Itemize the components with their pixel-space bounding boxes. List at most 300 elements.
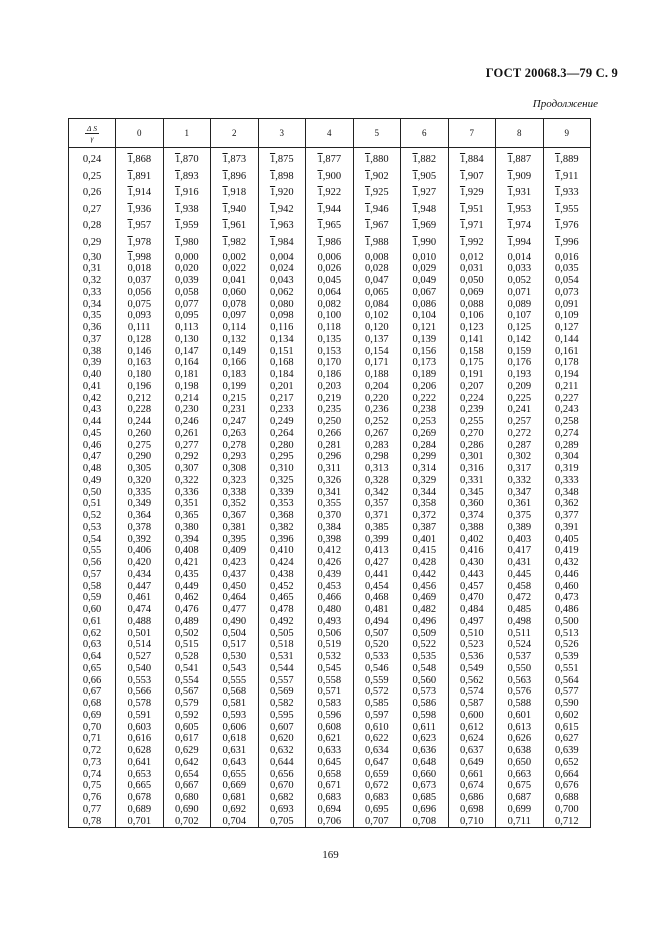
value-cell: 0,292	[163, 451, 211, 463]
value-cell: 0,683	[353, 792, 401, 804]
value-cell: 0,496	[401, 616, 449, 628]
value-cell: 0,375	[496, 510, 544, 522]
value-cell: 1,948	[401, 202, 449, 219]
value-cell: 0,389	[496, 522, 544, 534]
value-cell: 0,360	[448, 498, 496, 510]
value-cell: 0,664	[543, 769, 591, 781]
bar-one: 1	[554, 203, 561, 215]
value-cell: 0,449	[163, 581, 211, 593]
value-cell: 0,348	[543, 487, 591, 499]
value-cell: 0,189	[401, 369, 449, 381]
value-cell: 1,925	[353, 185, 401, 202]
table-row	[69, 792, 591, 804]
value-cell: 0,355	[306, 498, 354, 510]
value-cell: 0,349	[116, 498, 164, 510]
row-key-cell: 0,28	[69, 218, 116, 235]
value-cell: 0,049	[401, 275, 449, 287]
bar-one: 1	[174, 187, 181, 199]
value-cell: 0,203	[306, 381, 354, 393]
value-cell: 0,156	[401, 346, 449, 358]
value-cell: 0,024	[258, 263, 306, 275]
row-key-cell: 0,69	[69, 710, 116, 722]
value-cell: 0,175	[448, 357, 496, 369]
value-cell: 0,236	[353, 404, 401, 416]
value-cell: 0,290	[116, 451, 164, 463]
table-row	[69, 322, 591, 334]
value-cell: 0,227	[543, 393, 591, 405]
row-key-cell: 0,35	[69, 310, 116, 322]
value-cell: 1,875	[258, 148, 306, 169]
value-cell: 1,980	[163, 235, 211, 252]
bar-one: 1	[222, 236, 228, 248]
value-cell: 0,258	[543, 416, 591, 428]
value-cell: 0,378	[116, 522, 164, 534]
table-row	[69, 757, 591, 769]
value-cell: 0,016	[543, 252, 591, 264]
value-cell: 0,458	[496, 581, 544, 593]
value-cell: 0,194	[543, 369, 591, 381]
value-cell: 0,573	[401, 686, 449, 698]
value-cell: 0,712	[543, 816, 591, 828]
value-cell: 0,480	[306, 604, 354, 616]
value-cell: 0,311	[306, 463, 354, 475]
value-cell: 1,982	[211, 235, 259, 252]
value-cell: 0,116	[258, 322, 306, 334]
row-key-cell: 0,45	[69, 428, 116, 440]
value-cell: 0,591	[116, 710, 164, 722]
value-cell: 0,456	[401, 581, 449, 593]
value-cell: 0,577	[543, 686, 591, 698]
value-cell: 0,558	[306, 675, 354, 687]
value-cell: 0,476	[163, 604, 211, 616]
value-cell: 0,304	[543, 451, 591, 463]
table-row	[69, 334, 591, 346]
value-cell: 0,652	[543, 757, 591, 769]
value-cell: 0,362	[543, 498, 591, 510]
value-cell: 0,370	[306, 510, 354, 522]
value-cell: 1,889	[543, 148, 591, 169]
value-cell: 0,161	[543, 346, 591, 358]
value-cell: 1,927	[401, 185, 449, 202]
value-cell: 0,120	[353, 322, 401, 334]
value-cell: 0,293	[211, 451, 259, 463]
value-cell: 0,188	[353, 369, 401, 381]
value-cell: 1,961	[211, 218, 259, 235]
value-cell: 0,052	[496, 275, 544, 287]
bar-one: 1	[507, 236, 513, 248]
value-cell: 0,209	[496, 381, 544, 393]
value-cell: 0,377	[543, 510, 591, 522]
value-cell: 0,201	[258, 381, 306, 393]
row-key-cell: 0,53	[69, 522, 116, 534]
value-cell: 0,472	[496, 592, 544, 604]
value-cell: 0,295	[258, 451, 306, 463]
value-cell: 0,302	[496, 451, 544, 463]
value-cell: 0,261	[163, 428, 211, 440]
row-key-cell: 0,48	[69, 463, 116, 475]
value-cell: 0,488	[116, 616, 164, 628]
value-cell: 0,109	[543, 310, 591, 322]
row-key-cell: 0,27	[69, 202, 116, 219]
value-cell: 0,557	[258, 675, 306, 687]
value-cell: 0,435	[163, 569, 211, 581]
value-cell: 0,249	[258, 416, 306, 428]
value-cell: 1,967	[353, 218, 401, 235]
value-cell: 1,974	[496, 218, 544, 235]
value-cell: 0,039	[163, 275, 211, 287]
value-cell: 0,026	[306, 263, 354, 275]
value-cell: 0,510	[448, 628, 496, 640]
value-cell: 1,929	[448, 185, 496, 202]
value-cell: 0,682	[258, 792, 306, 804]
row-key-cell: 0,24	[69, 148, 116, 169]
value-cell: 0,470	[448, 592, 496, 604]
value-cell: 0,398	[306, 534, 354, 546]
value-cell: 0,299	[401, 451, 449, 463]
row-key-cell: 0,61	[69, 616, 116, 628]
value-cell: 1,887	[496, 148, 544, 169]
value-cell: 0,477	[211, 604, 259, 616]
value-cell: 0,541	[163, 663, 211, 675]
value-cell: 0,319	[543, 463, 591, 475]
value-cell: 0,572	[353, 686, 401, 698]
value-cell: 0,173	[401, 357, 449, 369]
value-cell: 0,406	[116, 545, 164, 557]
value-cell: 0,230	[163, 404, 211, 416]
value-cell: 0,661	[448, 769, 496, 781]
value-cell: 0,633	[306, 745, 354, 757]
value-cell: 0,533	[353, 651, 401, 663]
bar-one: 1	[364, 236, 371, 248]
value-cell: 0,611	[401, 722, 449, 734]
page-number: 169	[322, 849, 339, 861]
value-cell: 0,655	[211, 769, 259, 781]
value-cell: 0,132	[211, 334, 259, 346]
row-key-cell: 0,67	[69, 686, 116, 698]
value-cell: 1,959	[163, 218, 211, 235]
bar-one: 1	[222, 170, 228, 182]
bar-one: 1	[222, 203, 228, 215]
value-cell: 1,893	[163, 169, 211, 186]
value-cell: 0,438	[258, 569, 306, 581]
row-key-cell: 0,41	[69, 381, 116, 393]
value-cell: 1,880	[353, 148, 401, 169]
value-cell: 0,357	[353, 498, 401, 510]
row-key-cell: 0,65	[69, 663, 116, 675]
value-cell: 0,462	[163, 592, 211, 604]
value-cell: 0,505	[258, 628, 306, 640]
bar-one: 1	[174, 220, 181, 232]
value-cell: 0,706	[306, 816, 354, 828]
value-cell: 0,060	[211, 287, 259, 299]
value-cell: 0,457	[448, 581, 496, 593]
value-cell: 0,671	[306, 780, 354, 792]
value-cell: 0,683	[306, 792, 354, 804]
value-cell: 1,944	[306, 202, 354, 219]
row-key-cell: 0,70	[69, 722, 116, 734]
value-cell: 1,884	[448, 148, 496, 169]
value-cell: 0,621	[306, 733, 354, 745]
value-cell: 0,567	[163, 686, 211, 698]
table-row	[69, 534, 591, 546]
value-cell: 0,204	[353, 381, 401, 393]
value-cell: 0,515	[163, 639, 211, 651]
value-cell: 0,434	[116, 569, 164, 581]
bar-one: 1	[459, 187, 466, 199]
value-cell: 0,424	[258, 557, 306, 569]
table-header-row	[69, 119, 591, 148]
table-row	[69, 428, 591, 440]
value-cell: 0,041	[211, 275, 259, 287]
bar-one: 1	[269, 236, 276, 248]
value-cell: 0,695	[353, 804, 401, 816]
value-cell: 1,905	[401, 169, 449, 186]
bar-one: 1	[507, 154, 513, 165]
table-row	[69, 733, 591, 745]
value-cell: 0,660	[401, 769, 449, 781]
value-cell: 0,022	[211, 263, 259, 275]
value-cell: 0,555	[211, 675, 259, 687]
value-cell: 0,211	[543, 381, 591, 393]
value-cell: 0,272	[496, 428, 544, 440]
value-cell: 0,338	[211, 487, 259, 499]
corner-header-cell	[69, 119, 116, 148]
bar-one: 1	[317, 187, 323, 199]
value-cell: 0,275	[116, 440, 164, 452]
row-key-cell: 0,68	[69, 698, 116, 710]
value-cell: 0,286	[448, 440, 496, 452]
value-cell: 0,270	[448, 428, 496, 440]
value-cell: 0,520	[353, 639, 401, 651]
value-cell: 0,010	[401, 252, 449, 264]
value-cell: 0,219	[306, 393, 354, 405]
value-cell: 1,873	[211, 148, 259, 169]
value-cell: 0,269	[401, 428, 449, 440]
value-cell: 0,689	[116, 804, 164, 816]
value-cell: 0,700	[543, 804, 591, 816]
table-row	[69, 804, 591, 816]
value-cell: 0,308	[211, 463, 259, 475]
value-cell: 0,613	[496, 722, 544, 734]
table-row	[69, 522, 591, 534]
value-cell: 0,228	[116, 404, 164, 416]
value-cell: 0,680	[163, 792, 211, 804]
bar-one: 1	[317, 236, 323, 248]
value-cell: 0,493	[306, 616, 354, 628]
standard-header: ГОСТ 20068.3—79 С. 9	[485, 66, 618, 80]
value-cell: 0,274	[543, 428, 591, 440]
value-cell: 0,020	[163, 263, 211, 275]
value-cell: 0,509	[401, 628, 449, 640]
bar-one: 1	[127, 187, 133, 199]
row-key-cell: 0,59	[69, 592, 116, 604]
value-cell: 0,649	[448, 757, 496, 769]
value-cell: 0,121	[401, 322, 449, 334]
value-cell: 0,089	[496, 299, 544, 311]
bar-one: 1	[269, 154, 276, 165]
column-header: 9	[543, 119, 591, 148]
row-key-cell: 0,66	[69, 675, 116, 687]
value-cell: 0,257	[496, 416, 544, 428]
value-cell: 0,082	[306, 299, 354, 311]
value-cell: 0,465	[258, 592, 306, 604]
value-cell: 0,154	[353, 346, 401, 358]
value-cell: 0,688	[543, 792, 591, 804]
value-cell: 0,071	[496, 287, 544, 299]
bar-one: 1	[412, 170, 418, 182]
value-cell: 0,097	[211, 310, 259, 322]
value-cell: 0,170	[306, 357, 354, 369]
value-cell: 0,325	[258, 475, 306, 487]
value-cell: 0,443	[448, 569, 496, 581]
value-cell: 0,339	[258, 487, 306, 499]
table-row	[69, 369, 591, 381]
table-row	[69, 769, 591, 781]
table-row	[69, 404, 591, 416]
value-cell: 0,537	[496, 651, 544, 663]
value-cell: 0,441	[353, 569, 401, 581]
value-cell: 0,332	[496, 475, 544, 487]
corner-fraction	[85, 124, 99, 143]
value-cell: 0,353	[258, 498, 306, 510]
row-key-cell: 0,77	[69, 804, 116, 816]
value-cell: 1,896	[211, 169, 259, 186]
value-cell: 0,437	[211, 569, 259, 581]
value-cell: 0,702	[163, 816, 211, 828]
value-cell: 0,118	[306, 322, 354, 334]
value-cell: 0,352	[211, 498, 259, 510]
table-row	[69, 498, 591, 510]
value-cell: 0,622	[353, 733, 401, 745]
value-cell: 0,692	[211, 804, 259, 816]
value-cell: 0,549	[448, 663, 496, 675]
value-cell: 0,102	[353, 310, 401, 322]
table-row	[69, 463, 591, 475]
table-row	[69, 604, 591, 616]
value-cell: 0,088	[448, 299, 496, 311]
value-cell: 0,381	[211, 522, 259, 534]
bar-one: 1	[554, 220, 561, 232]
table-row	[69, 218, 591, 235]
value-cell: 1,986	[306, 235, 354, 252]
value-cell: 0,708	[401, 816, 449, 828]
bar-one: 1	[127, 236, 133, 248]
value-cell: 1,969	[401, 218, 449, 235]
value-cell: 0,624	[448, 733, 496, 745]
value-cell: 0,518	[258, 639, 306, 651]
table-row	[69, 235, 591, 252]
value-cell: 0,653	[116, 769, 164, 781]
value-cell: 0,062	[258, 287, 306, 299]
row-key-cell: 0,62	[69, 628, 116, 640]
value-cell: 0,193	[496, 369, 544, 381]
table-row	[69, 722, 591, 734]
value-cell: 0,588	[496, 698, 544, 710]
value-cell: 0,554	[163, 675, 211, 687]
value-cell: 0,028	[353, 263, 401, 275]
value-cell: 1,953	[496, 202, 544, 219]
value-cell: 0,707	[353, 816, 401, 828]
value-cell: 0,513	[543, 628, 591, 640]
value-cell: 0,452	[258, 581, 306, 593]
value-cell: 0,235	[306, 404, 354, 416]
bar-one: 1	[412, 220, 418, 232]
value-cell: 0,168	[258, 357, 306, 369]
value-cell: 0,539	[543, 651, 591, 663]
value-cell: 1,914	[116, 185, 164, 202]
value-cell: 0,546	[353, 663, 401, 675]
value-cell: 1,998	[116, 252, 164, 264]
bar-one: 1	[459, 203, 466, 215]
row-key-cell: 0,75	[69, 780, 116, 792]
bar-one: 1	[317, 203, 323, 215]
value-cell: 0,399	[353, 534, 401, 546]
table-row	[69, 745, 591, 757]
value-cell: 0,241	[496, 404, 544, 416]
value-cell: 0,067	[401, 287, 449, 299]
value-cell: 1,990	[401, 235, 449, 252]
value-cell: 0,388	[448, 522, 496, 534]
value-cell: 0,636	[401, 745, 449, 757]
value-cell: 0,333	[543, 475, 591, 487]
value-cell: 0,681	[211, 792, 259, 804]
table-row	[69, 628, 591, 640]
row-key-cell: 0,34	[69, 299, 116, 311]
value-cell: 0,283	[353, 440, 401, 452]
value-cell: 0,638	[496, 745, 544, 757]
value-cell: 0,371	[353, 510, 401, 522]
value-cell: 0,361	[496, 498, 544, 510]
value-cell: 0,593	[211, 710, 259, 722]
bar-one: 1	[364, 154, 371, 165]
value-cell: 1,971	[448, 218, 496, 235]
value-cell: 0,395	[211, 534, 259, 546]
value-cell: 0,551	[543, 663, 591, 675]
bar-one: 1	[222, 187, 228, 199]
value-cell: 0,423	[211, 557, 259, 569]
row-key-cell: 0,30	[69, 252, 116, 264]
value-cell: 0,244	[116, 416, 164, 428]
value-cell: 0,394	[163, 534, 211, 546]
value-cell: 0,530	[211, 651, 259, 663]
row-key-cell: 0,63	[69, 639, 116, 651]
value-cell: 0,206	[401, 381, 449, 393]
value-cell: 0,559	[353, 675, 401, 687]
value-cell: 0,704	[211, 816, 259, 828]
value-cell: 0,544	[258, 663, 306, 675]
bar-one: 1	[507, 220, 513, 232]
value-cell: 0,647	[353, 757, 401, 769]
value-cell: 1,907	[448, 169, 496, 186]
value-cell: 0,550	[496, 663, 544, 675]
value-cell: 0,004	[258, 252, 306, 264]
value-cell: 0,445	[496, 569, 544, 581]
value-cell: 0,415	[401, 545, 449, 557]
value-cell: 0,180	[116, 369, 164, 381]
value-cell: 0,595	[258, 710, 306, 722]
value-cell: 1,965	[306, 218, 354, 235]
value-cell: 0,601	[496, 710, 544, 722]
value-cell: 0,093	[116, 310, 164, 322]
bar-one: 1	[459, 236, 466, 248]
value-cell: 0,642	[163, 757, 211, 769]
value-cell: 0,403	[496, 534, 544, 546]
value-cell: 0,676	[543, 780, 591, 792]
column-header: 2	[211, 119, 259, 148]
value-cell: 0,564	[543, 675, 591, 687]
table-row	[69, 185, 591, 202]
value-cell: 0,548	[401, 663, 449, 675]
